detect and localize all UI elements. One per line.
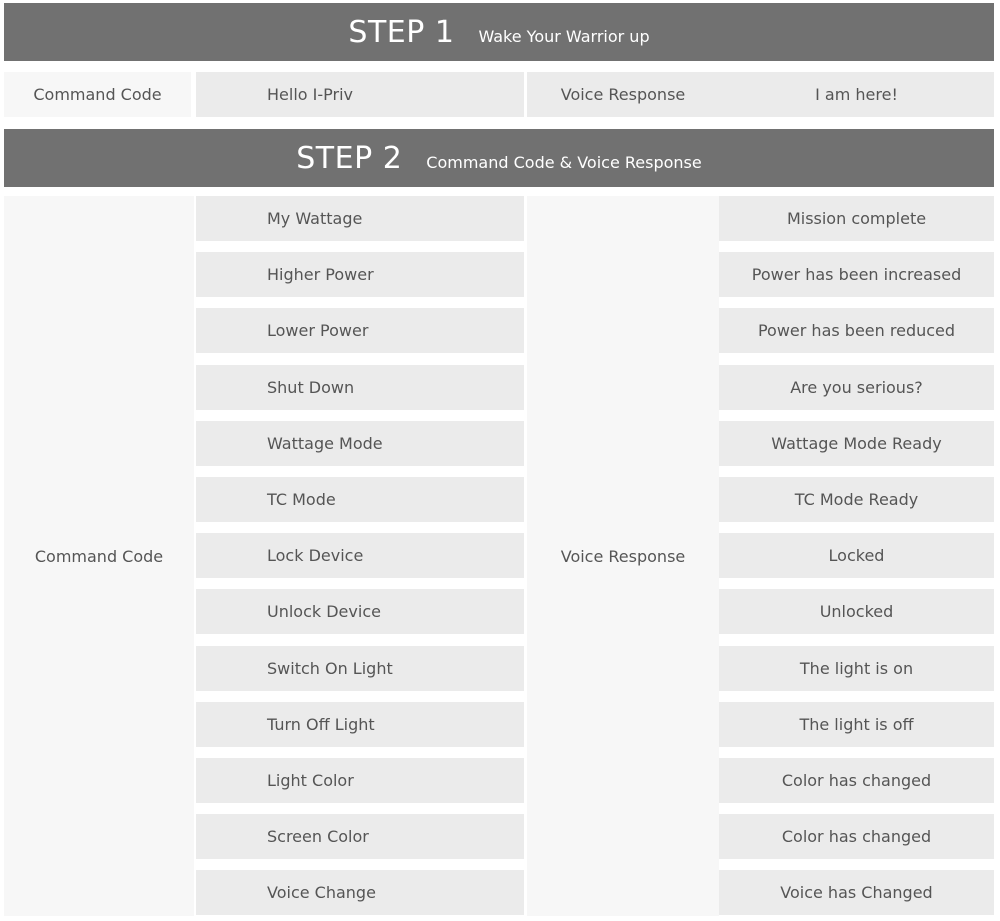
step1-voice-label: Voice Response bbox=[527, 72, 719, 117]
step2-title: STEP 2 bbox=[296, 140, 403, 176]
command-code-cell: My Wattage bbox=[196, 196, 524, 241]
step2-command-label: Command Code bbox=[4, 196, 194, 916]
voice-response-cell: Unlocked bbox=[719, 589, 994, 634]
step2-subtitle: Command Code & Voice Response bbox=[426, 152, 702, 172]
step1-command-label: Command Code bbox=[4, 72, 191, 117]
voice-response-cell: Power has been reduced bbox=[719, 308, 994, 353]
command-code-cell: Higher Power bbox=[196, 252, 524, 297]
command-code-cell: Switch On Light bbox=[196, 646, 524, 691]
voice-response-cell: Locked bbox=[719, 533, 994, 578]
step2-voice-label: Voice Response bbox=[527, 196, 719, 916]
command-code-cell: Lower Power bbox=[196, 308, 524, 353]
voice-response-cell: TC Mode Ready bbox=[719, 477, 994, 522]
voice-response-cell: Color has changed bbox=[719, 758, 994, 803]
command-code-cell: Shut Down bbox=[196, 365, 524, 410]
voice-response-cell: Are you serious? bbox=[719, 365, 994, 410]
command-code-cell: Screen Color bbox=[196, 814, 524, 859]
voice-response-cell: Mission complete bbox=[719, 196, 994, 241]
command-code-cell: Unlock Device bbox=[196, 589, 524, 634]
command-code-cell: Wattage Mode bbox=[196, 421, 524, 466]
command-code-cell: Turn Off Light bbox=[196, 702, 524, 747]
voice-response-cell: Wattage Mode Ready bbox=[719, 421, 994, 466]
command-code-cell: Lock Device bbox=[196, 533, 524, 578]
voice-response-cell: The light is on bbox=[719, 646, 994, 691]
command-code-cell: Light Color bbox=[196, 758, 524, 803]
step1-command-value: Hello I-Priv bbox=[196, 72, 524, 117]
step1-title: STEP 1 bbox=[348, 14, 455, 50]
voice-response-cell: The light is off bbox=[719, 702, 994, 747]
voice-response-cell: Color has changed bbox=[719, 814, 994, 859]
step1-banner bbox=[4, 3, 994, 61]
step1-voice-value: I am here! bbox=[719, 72, 994, 117]
step1-subtitle: Wake Your Warrior up bbox=[478, 26, 650, 46]
step2-banner bbox=[4, 129, 994, 187]
voice-response-cell: Power has been increased bbox=[719, 252, 994, 297]
voice-response-cell: Voice has Changed bbox=[719, 870, 994, 915]
command-code-cell: Voice Change bbox=[196, 870, 524, 915]
command-code-cell: TC Mode bbox=[196, 477, 524, 522]
